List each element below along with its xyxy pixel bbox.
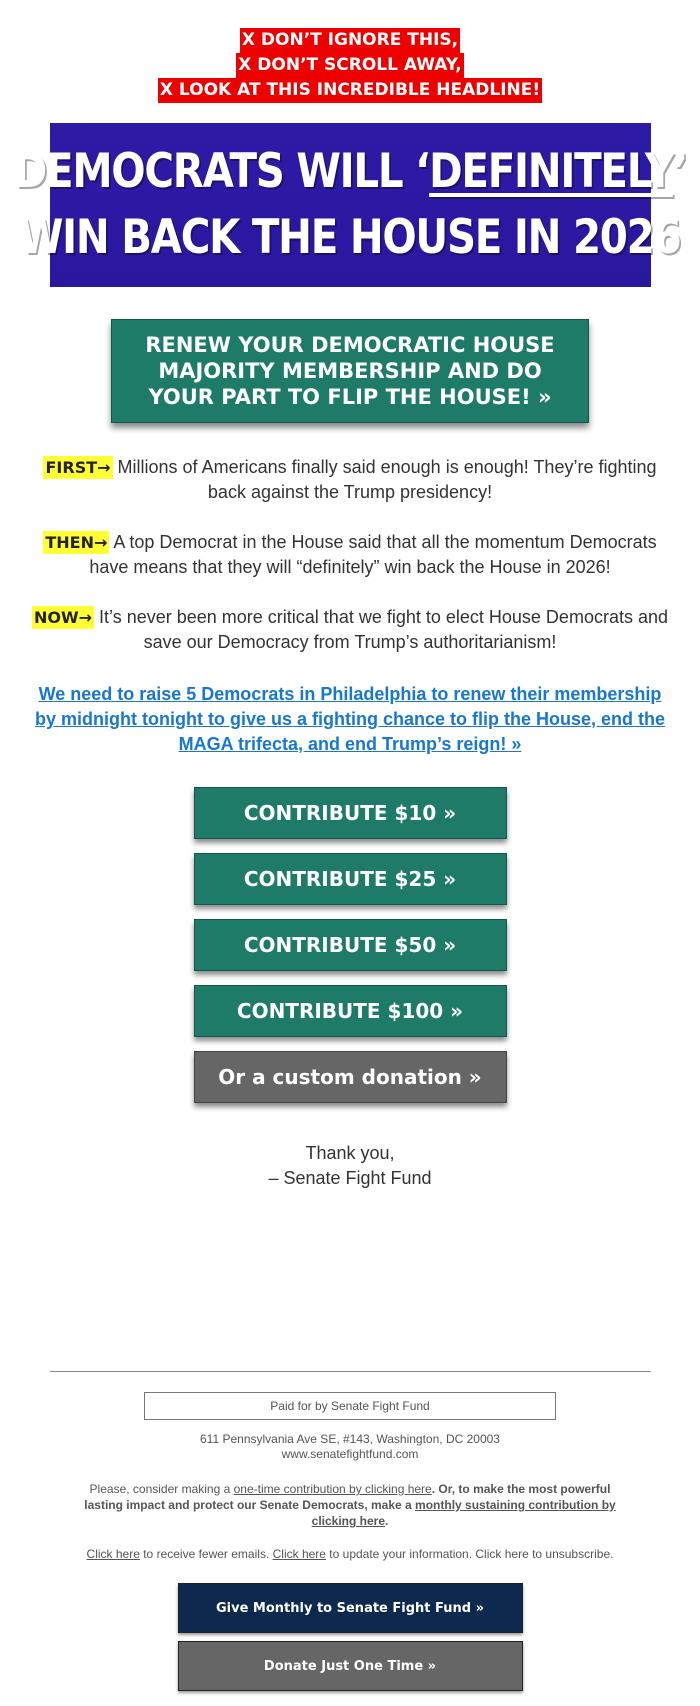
contribution-note xyxy=(74,1481,626,1529)
consider-bold: . Or, to make the most powerful lasting impact and protect our Senate Democrats, make a xyxy=(84,1482,611,1512)
donate-once-button[interactable]: Donate Just One Time » xyxy=(178,1641,523,1691)
mailing-address: 611 Pennsylvania Ave SE, #143, Washington, DC 20003 xyxy=(200,1432,500,1446)
signoff-sender: – Senate Fight Fund xyxy=(268,1168,432,1188)
update-info-link[interactable]: Click here xyxy=(272,1547,326,1561)
now-tag: NOW→ xyxy=(34,608,93,627)
first-tag: FIRST→ xyxy=(45,458,111,477)
banner-line-2: WIN BACK THE HOUSE IN 2026 xyxy=(19,210,681,265)
one-time-link[interactable]: one-time contribution by clicking here xyxy=(233,1482,432,1496)
paragraph-now xyxy=(24,605,676,655)
contribute-50-button[interactable]: CONTRIBUTE $50 » xyxy=(194,919,507,971)
alert-line-2: X DON’T SCROLL AWAY, xyxy=(236,53,464,78)
banner-line-1-prefix: DEMOCRATS WILL ‘ xyxy=(13,144,429,199)
footer-address-block xyxy=(0,1432,700,1462)
website-url: www.senatefightfund.com xyxy=(281,1447,419,1461)
paid-for-box: Paid for by Senate Fight Fund xyxy=(144,1392,556,1420)
banner-line-1 xyxy=(13,139,686,205)
consider-prefix: Please, consider making a xyxy=(89,1482,234,1496)
monthly-link[interactable]: monthly sustaining contribution by clicking here xyxy=(311,1498,616,1528)
fewer-emails-link[interactable]: Click here xyxy=(86,1547,140,1561)
alert-line-3: X LOOK AT THIS INCREDIBLE HEADLINE! xyxy=(158,78,542,103)
now-text: It’s never been more critical that we fight to elect House Democrats and save our Democracy from Trump’s authoritarianism! xyxy=(94,607,668,652)
renew-membership-button[interactable]: RENEW YOUR DEMOCRATIC HOUSE MAJORITY MEMBERSHIP AND DO YOUR PART TO FLIP THE HOUSE! » xyxy=(111,319,589,423)
alert-line-1: X DON’T IGNORE THIS, xyxy=(240,28,460,53)
fundraising-link[interactable]: We need to raise 5 Democrats in Philadelphia to renew their membership by midnight tonight to give us a fighting chance to flip the House, end the MAGA trifecta, and end Trump’s reign! » xyxy=(35,684,665,754)
consider-end: . xyxy=(385,1514,389,1528)
signoff xyxy=(0,1141,700,1191)
banner-line-1-suffix: ’ xyxy=(672,144,687,199)
first-text: Millions of Americans finally said enough is enough! They’re fighting back against the Trump presidency! xyxy=(112,457,657,502)
paragraph-first xyxy=(24,455,676,505)
fewer-emails-text: to receive fewer emails. xyxy=(139,1547,273,1561)
contribute-100-button[interactable]: CONTRIBUTE $100 » xyxy=(194,985,507,1037)
custom-donation-button[interactable]: Or a custom donation » xyxy=(194,1051,507,1103)
then-text: A top Democrat in the House said that all the momentum Democrats have means that they will “definitely” win back the House in 2026! xyxy=(89,532,657,577)
alert-block xyxy=(0,0,700,103)
contribute-10-button[interactable]: CONTRIBUTE $10 » xyxy=(194,787,507,839)
headline-banner xyxy=(13,123,687,287)
signoff-thanks: Thank you, xyxy=(305,1143,395,1163)
paragraph-then xyxy=(24,530,676,580)
update-info-text: to update your information. Click here to unsubscribe. xyxy=(325,1547,614,1561)
contribute-25-button[interactable]: CONTRIBUTE $25 » xyxy=(194,853,507,905)
contribute-buttons xyxy=(0,787,700,1117)
give-monthly-button[interactable]: Give Monthly to Senate Fight Fund » xyxy=(178,1583,523,1633)
footer-divider xyxy=(50,1371,651,1372)
banner-emphasis: DEFINITELY xyxy=(428,144,673,199)
email-preferences xyxy=(0,1547,700,1561)
then-tag: THEN→ xyxy=(45,533,108,552)
